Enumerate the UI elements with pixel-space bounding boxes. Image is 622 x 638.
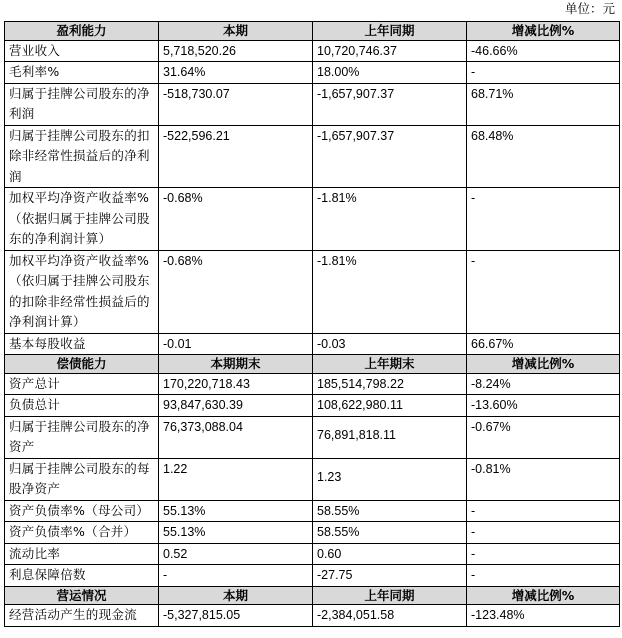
financial-table — [4, 21, 620, 627]
prior-value: 58.55% — [313, 500, 467, 522]
prior-value: 76,891,818.11 — [313, 416, 467, 458]
current-value: 1.22 — [159, 458, 313, 500]
header-cell: 本期期末 — [159, 355, 313, 374]
table-row — [5, 40, 620, 62]
row-label: 归属于挂牌公司股东的扣除非经常性损益后的净利润 — [5, 125, 159, 188]
row-label: 归属于挂牌公司股东的净利润 — [5, 83, 159, 125]
table-row — [5, 250, 620, 333]
row-label: 负债总计 — [5, 395, 159, 417]
table-row — [5, 565, 620, 587]
table-row — [5, 333, 620, 355]
current-value: -0.01 — [159, 333, 313, 355]
current-value: -518,730.07 — [159, 83, 313, 125]
prior-value: 18.00% — [313, 62, 467, 84]
header-cell: 上年同期 — [313, 22, 467, 41]
row-label: 资产负债率%（合并） — [5, 522, 159, 544]
header-cell: 本期 — [159, 586, 313, 605]
current-value: -0.68% — [159, 250, 313, 333]
row-label: 归属于挂牌公司股东的净资产 — [5, 416, 159, 458]
prior-value: -1,657,907.37 — [313, 125, 467, 188]
table-row — [5, 125, 620, 188]
change-value: - — [467, 500, 620, 522]
prior-value: -2,384,051.58 — [313, 605, 467, 627]
prior-value: 0.60 — [313, 543, 467, 565]
current-value: 170,220,718.43 — [159, 373, 313, 395]
change-value: - — [467, 543, 620, 565]
change-value: -0.81% — [467, 458, 620, 500]
current-value: 31.64% — [159, 62, 313, 84]
current-value: -522,596.21 — [159, 125, 313, 188]
prior-value: -1.81% — [313, 250, 467, 333]
row-label: 加权平均净资产收益率%（依归属于挂牌公司股东的扣除非经常性损益后的净利润计算） — [5, 250, 159, 333]
change-value: -13.60% — [467, 395, 620, 417]
change-value: - — [467, 250, 620, 333]
current-value: 55.13% — [159, 500, 313, 522]
header-cell: 本期 — [159, 22, 313, 41]
prior-value: 185,514,798.22 — [313, 373, 467, 395]
prior-value: -1.81% — [313, 188, 467, 251]
table-row — [5, 395, 620, 417]
current-value: 55.13% — [159, 522, 313, 544]
row-label: 加权平均净资产收益率%（依据归属于挂牌公司股东的净利润计算） — [5, 188, 159, 251]
prior-value: 58.55% — [313, 522, 467, 544]
row-label: 毛利率% — [5, 62, 159, 84]
header-cell: 增减比例% — [467, 586, 620, 605]
current-value: -5,327,815.05 — [159, 605, 313, 627]
header-cell: 上年同期 — [313, 586, 467, 605]
table-row — [5, 188, 620, 251]
current-value: 76,373,088.04 — [159, 416, 313, 458]
row-label: 营业收入 — [5, 40, 159, 62]
header-cell: 偿债能力 — [5, 355, 159, 374]
prior-value: 108,622,980.11 — [313, 395, 467, 417]
prior-value: 1.23 — [313, 458, 467, 500]
row-label: 基本每股收益 — [5, 333, 159, 355]
prior-value: -0.03 — [313, 333, 467, 355]
header-cell: 增减比例% — [467, 22, 620, 41]
table-row — [5, 458, 620, 500]
table-row — [5, 83, 620, 125]
section-header-solvency — [5, 355, 620, 374]
prior-value: 10,720,746.37 — [313, 40, 467, 62]
table-row — [5, 500, 620, 522]
row-label: 流动比率 — [5, 543, 159, 565]
row-label: 利息保障倍数 — [5, 565, 159, 587]
current-value: 5,718,520.26 — [159, 40, 313, 62]
table-row — [5, 605, 620, 627]
change-value: 68.48% — [467, 125, 620, 188]
section-header-operations — [5, 586, 620, 605]
row-label: 经营活动产生的现金流 — [5, 605, 159, 627]
prior-value: -27.75 — [313, 565, 467, 587]
row-label: 归属于挂牌公司股东的每股净资产 — [5, 458, 159, 500]
change-value: - — [467, 62, 620, 84]
change-value: - — [467, 522, 620, 544]
header-cell: 营运情况 — [5, 586, 159, 605]
change-value: -123.48% — [467, 605, 620, 627]
header-cell: 盈利能力 — [5, 22, 159, 41]
current-value: - — [159, 565, 313, 587]
unit-label: 单位：元 — [564, 1, 615, 16]
current-value: 0.52 — [159, 543, 313, 565]
prior-value: -1,657,907.37 — [313, 83, 467, 125]
change-value: - — [467, 565, 620, 587]
change-value: - — [467, 188, 620, 251]
table-row — [5, 522, 620, 544]
change-value: -46.66% — [467, 40, 620, 62]
table-row — [5, 62, 620, 84]
section-header-profitability — [5, 22, 620, 41]
row-label: 资产总计 — [5, 373, 159, 395]
current-value: 93,847,630.39 — [159, 395, 313, 417]
header-cell: 上年期末 — [313, 355, 467, 374]
table-row — [5, 543, 620, 565]
change-value: 68.71% — [467, 83, 620, 125]
current-value: -0.68% — [159, 188, 313, 251]
change-value: -8.24% — [467, 373, 620, 395]
table-row — [5, 373, 620, 395]
change-value: 66.67% — [467, 333, 620, 355]
table-row — [5, 416, 620, 458]
change-value: -0.67% — [467, 416, 620, 458]
header-cell: 增减比例% — [467, 355, 620, 374]
row-label: 资产负债率%（母公司） — [5, 500, 159, 522]
